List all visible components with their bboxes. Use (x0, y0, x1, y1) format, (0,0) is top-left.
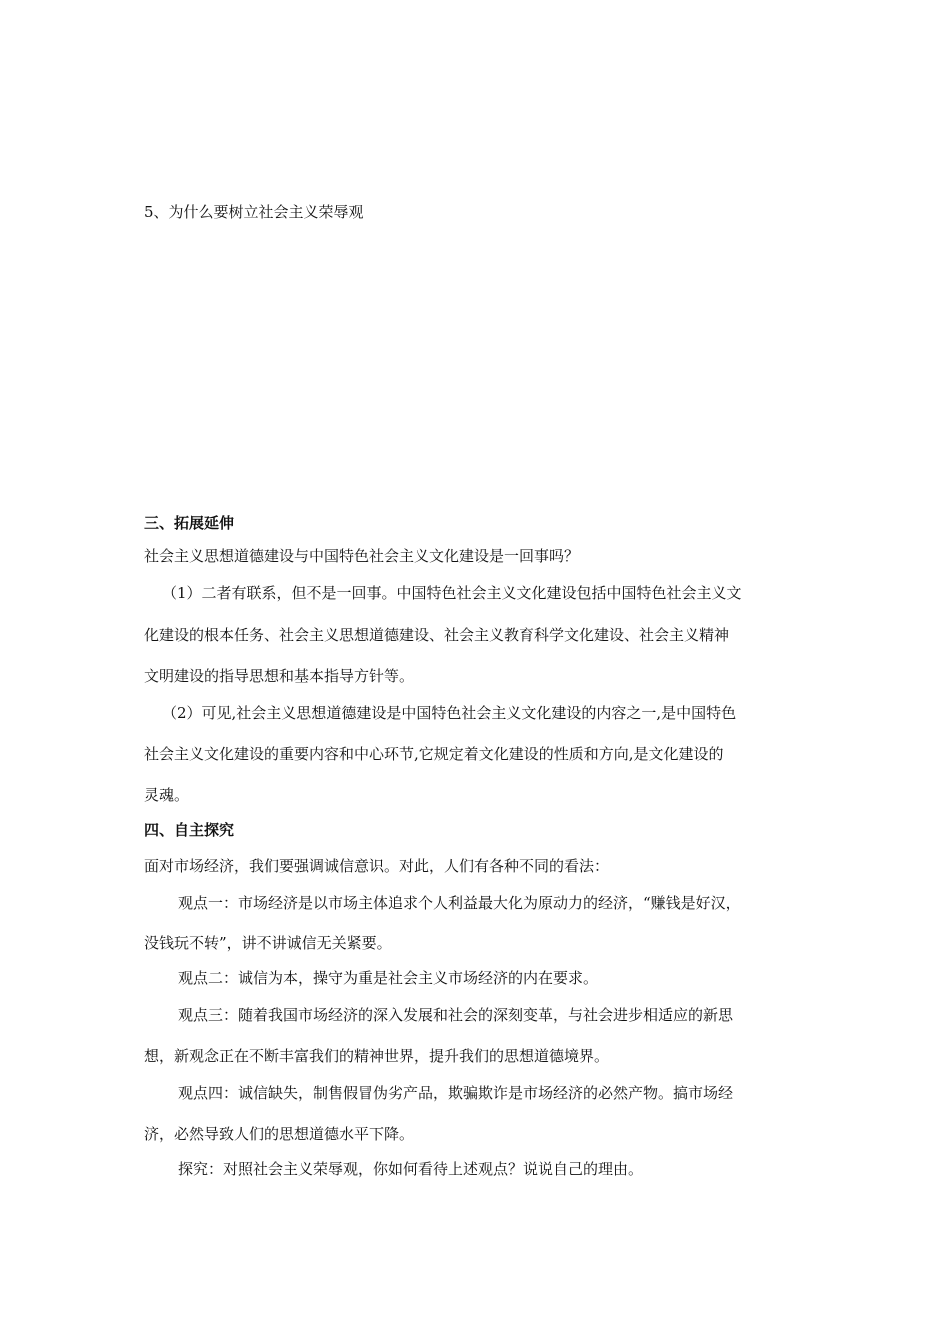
viewpoint-4-line-2: 济，必然导致人们的思想道德水平下降。 (144, 1125, 415, 1143)
section-3-para-1-line-2: 化建设的根本任务、社会主义思想道德建设、社会主义教育科学文化建设、社会主义精神 (144, 626, 730, 644)
section-4-intro: 面对市场经济，我们要强调诚信意识。对此，人们有各种不同的看法： (144, 857, 610, 875)
viewpoint-3-line-1: 观点三：随着我国市场经济的深入发展和社会的深刻变革，与社会进步相适应的新思 (178, 1006, 734, 1024)
section-3-heading: 三、拓展延伸 (144, 514, 235, 532)
section-4-heading: 四、自主探究 (144, 821, 235, 839)
inquiry-task: 探究：对照社会主义荣辱观，你如何看待上述观点？说说自己的理由。 (178, 1160, 644, 1178)
section-3-para-1-line-3: 文明建设的指导思想和基本指导方针等。 (144, 667, 415, 685)
question-5: 5、为什么要树立社会主义荣辱观 (144, 203, 364, 221)
viewpoint-1-line-1: 观点一：市场经济是以市场主体追求个人利益最大化为原动力的经济，“赚钱是好汉， (178, 894, 741, 912)
section-3-question: 社会主义思想道德建设与中国特色社会主义文化建设是一回事吗？ (144, 547, 580, 565)
section-3-para-1-line-1: （1）二者有联系，但不是一回事。中国特色社会主义文化建设包括中国特色社会主义文 (162, 584, 742, 602)
section-3-para-2-line-2: 社会主义文化建设的重要内容和中心环节,它规定着文化建设的性质和方向,是文化建设的 (144, 745, 724, 763)
viewpoint-2: 观点二：诚信为本，操守为重是社会主义市场经济的内在要求。 (178, 969, 599, 987)
viewpoint-1-line-2: 没钱玩不转”，讲不讲诚信无关紧要。 (144, 934, 392, 952)
viewpoint-3-line-2: 想，新观念正在不断丰富我们的精神世界，提升我们的思想道德境界。 (144, 1047, 610, 1065)
viewpoint-4-line-1: 观点四：诚信缺失，制售假冒伪劣产品，欺骗欺诈是市场经济的必然产物。搞市场经 (178, 1084, 734, 1102)
section-3-para-2-line-1: （2）可见,社会主义思想道德建设是中国特色社会主义文化建设的内容之一,是中国特色 (162, 704, 737, 722)
section-3-para-2-line-3: 灵魂。 (144, 786, 190, 804)
